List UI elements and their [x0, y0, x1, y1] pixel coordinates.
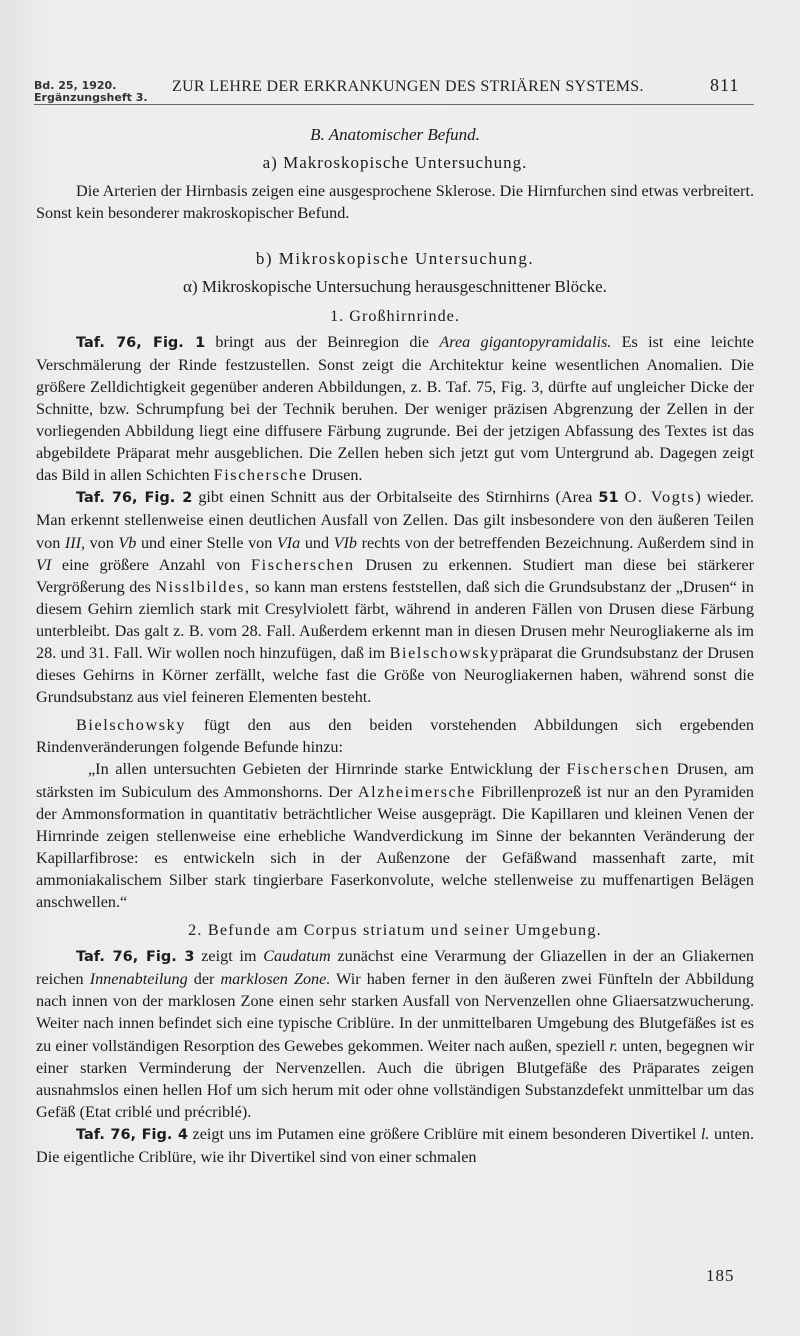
volume-line: Bd. 25, 1920.: [34, 79, 117, 92]
subheading-corpus-striatum: 2. Befunde am Corpus striatum und seiner Umgebung.: [188, 921, 602, 940]
figure-ref: Taf. 76, Fig. 1: [76, 334, 206, 351]
text-span: präparat die Grundsubstanz der Drusen dieses Gehirns in Körner zerfällt, welche fast die Größe von Neurogliakernen haben, während sonst die Grundsubstanz aus viel feineren Elementen besteht.: [36, 643, 755, 707]
text-span: ) wieder. Man erkennt stellenweise einen deutlichen Ausfall von Zellen. Das gilt insbesondere von den äußeren Teilen von: [36, 488, 754, 552]
section-heading-b: B. Anatomischer Befund.: [310, 125, 480, 144]
paragraph-fig4: [36, 1123, 754, 1168]
text-span: von: [85, 533, 119, 552]
text-span: Fibrillenprozeß ist nur an den Pyramiden der Ammonsformation in quantitativ beträchtlicher Weise ausgeprägt. Die Kapillaren und kleinen Venen der Hirnrinde zeigen stellenweise eine erhebliche Wandverdickung im Sinne der bekannten Veränderung der Kapillarfibrose: es entwickeln sich in der Außenzone der Gefäßwand massenhaft zarte, mit ammoniakalischem Silber stark tingierbare Faserkonvolute, welche stellenweise zu muffenartigen Belägen anschwellen.“: [36, 782, 755, 911]
spaced-name: Bielschowsky: [389, 643, 500, 662]
paragraph-fig3: [36, 945, 754, 1123]
spaced-name: Bielschowsky: [76, 716, 187, 735]
spaced-name: Nisslbildes,: [155, 577, 251, 596]
italic-term: VIa: [276, 533, 301, 552]
subheading-bloecke: α) Mikroskopische Untersuchung herausgeschnittener Blöcke.: [183, 277, 607, 297]
figure-ref: Taf. 76, Fig. 4: [76, 1126, 188, 1143]
paragraph-fig1: [36, 331, 754, 487]
page-body: [36, 124, 754, 1168]
text-span: bringt aus der Beinregion die: [205, 332, 440, 351]
figure-ref: Taf. 76, Fig. 2: [76, 490, 193, 507]
spaced-name: Fischerschen: [251, 555, 355, 574]
text-span: Drusen zu erkennen. Studiert man diese bei stärkerer Vergrößerung des: [36, 555, 754, 596]
text-span: fügt den aus den beiden vorstehenden Abbildungen sich ergebenden Rindenveränderungen folgende Befunde hinzu:: [36, 716, 754, 757]
italic-term: VIb: [333, 533, 358, 552]
volume-info: [34, 80, 148, 104]
paragraph-fig2: [36, 486, 754, 708]
subheading-mikroskopisch: b) Mikroskopische Untersuchung.: [255, 249, 535, 269]
text-span: Es ist eine leichte Verschmälerung der Rinde festzustellen. Sonst zeigt die Architektur keine wesentlichen Anomalien. Die größere Zelldichtigkeit gegenüber anderen Abbildungen, z. B. Taf. 75, Fig. 3, dürfte auf ungleicher Dicke der Schnitte, bzw. Schrumpfung bei der Technik beruhen. Der weniger präzisen Abgrenzung der Zellen in der vorliegenden Abbildung liegt eine diffusere Färbung zugrunde. Bei der jetzigen Abfassung des Textes ist das abgebildete Präparat mehr ausgeblichen. Die Zellen heben sich jetzt gut vom Untergrund ab. Dagegen zeigt das Bild in allen Schichten: [36, 332, 754, 485]
italic-term: III,: [64, 533, 86, 552]
figure-ref: Taf. 76, Fig. 3: [76, 949, 195, 966]
italic-term: Caudatum: [263, 947, 331, 966]
text-span: unten, begegnen wir einer starken Verminderung der Nervenzellen. Auch die übrigen Blutgefäße des Präparates zeigen ausnahmslos einen hellen Hof um sich herum mit oder ohne vollständigen Substanzdefekt unmittelbar um das Gefäß (Etat criblé und précriblé).: [36, 1036, 754, 1121]
italic-term: Vb: [118, 533, 137, 552]
italic-term: Area gigantopyramidalis.: [439, 332, 612, 351]
spaced-name: Alzheimersche: [357, 782, 476, 801]
italic-term: VI: [36, 555, 52, 574]
subheading-grosshirnrinde: 1. Großhirnrinde.: [330, 306, 460, 325]
text-span: zunächst eine Verarmung der Gliazellen in der an Gliakernen reichen: [36, 947, 755, 989]
text-span: Drusen, am stärksten im Subiculum des Ammonshorns. Der: [36, 760, 754, 801]
text-span: unten. Die eigentliche Criblüre, wie ihr Divertikel sind von einer schmalen: [36, 1124, 754, 1167]
supplement-line: Ergänzungsheft 3.: [34, 91, 148, 104]
paragraph-makroskopisch: Die Arterien der Hirnbasis zeigen eine ausgesprochene Sklerose. Die Hirnfurchen sind etwas verbreitert. Sonst kein besonderer makroskopischer Befund.: [36, 182, 754, 223]
spaced-name: Fischersche: [213, 466, 308, 485]
text-span: „In allen untersuchten Gebieten der Hirnrinde starke Entwicklung der: [88, 760, 567, 779]
paragraph-bielschowsky: [36, 714, 754, 758]
italic-term: marklosen Zone.: [220, 970, 331, 989]
area-number: 51: [598, 490, 619, 507]
running-title: ZUR LEHRE DER ERKRANKUNGEN DES STRIÄREN SYSTEMS.: [172, 78, 644, 95]
text-span: so kann man erstens feststellen, daß sich die Grundsubstanz der „Drusen“ in diesem Gehirn ziemlich stark mit Cresylviolett färbt, während in anderen Fällen von Drusen diese Färbung unterbleibt. Das galt z. B. vom 28. Fall. Außerdem erkennt man in diesen Drusen mehr Neurogliakerne als im 28. und 31. Fall. Wir wollen noch hinzufügen, daß im: [36, 577, 754, 662]
italic-term: r.: [609, 1036, 618, 1055]
text-span: gibt einen Schnitt aus der Orbitalseite des Stirnhirns (Area: [192, 488, 599, 507]
spaced-name: O. Vogts: [624, 488, 696, 507]
page-number: 811: [710, 75, 740, 95]
text-span: zeigt uns im Putamen eine größere Criblüre mit einem besonderen Divertikel: [187, 1124, 701, 1143]
text-span: Drusen.: [307, 466, 363, 485]
header-rule: [34, 104, 754, 105]
italic-term: l.: [700, 1124, 710, 1143]
subheading-makroskopisch: a) Makroskopische Untersuchung.: [262, 153, 528, 173]
text-span: der: [187, 970, 221, 989]
text-span: Wir haben ferner in den äußeren zwei Fünfteln der Abbildung nach innen von der marklosen Zone einen sehr starken Ausfall von Nervenzellen ohne Gliaersatzwucherung. Weiter nach innen befindet sich eine typische Criblüre. In der unmittelbaren Umgebung des Blutgefäßes ist es zu einer vollständigen Resorption des Gewebes gekommen. Weiter nach außen, speziell: [36, 970, 755, 1055]
italic-term: Innenabteilung: [89, 970, 188, 989]
paragraph-quote: [36, 758, 754, 913]
text-span: und einer Stelle von: [136, 533, 277, 552]
text-span: eine größere Anzahl von: [51, 555, 251, 574]
text-span: und: [300, 533, 334, 552]
text-span: rechts von der betreffenden Bezeichnung. Außerdem sind in: [357, 533, 755, 552]
text-span: zeigt im: [194, 947, 264, 966]
spaced-name: Fischerschen: [566, 760, 671, 779]
signature-number: 185: [706, 1266, 735, 1285]
